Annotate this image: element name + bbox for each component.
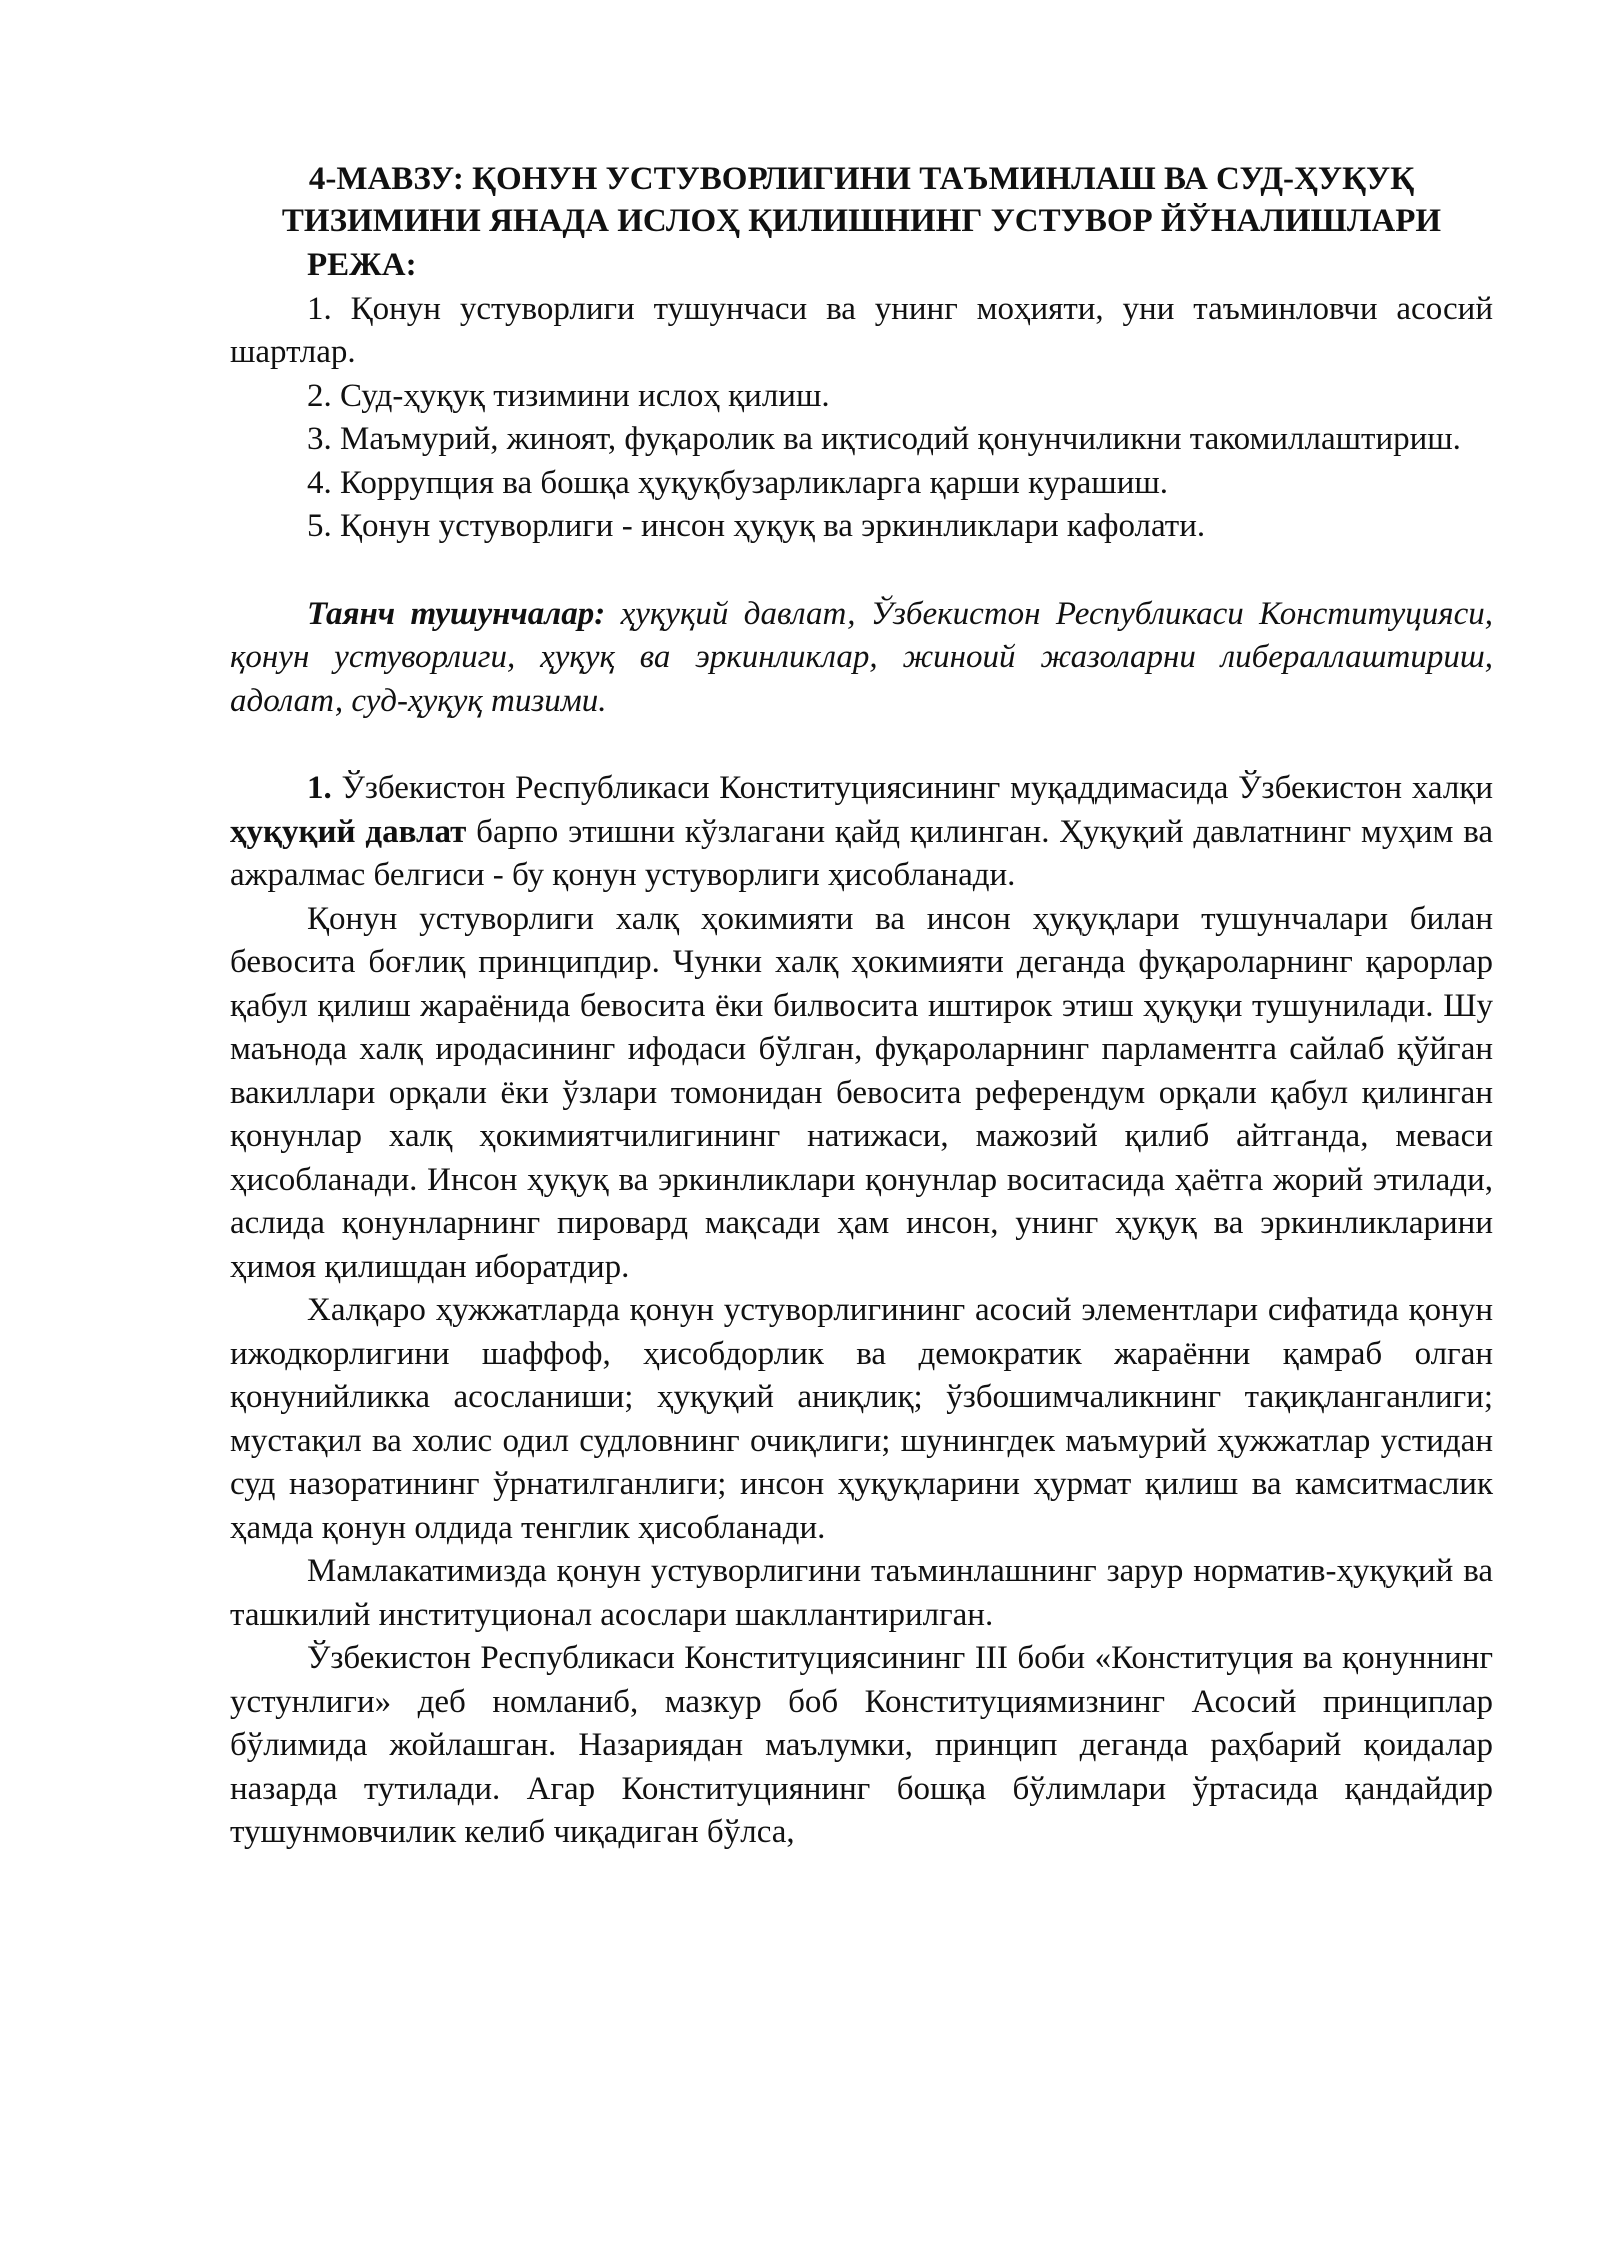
section-number: 1. [307,770,332,806]
body-paragraph-1-part-1: Ўзбекистон Республикаси Конституциясининг муқаддимасида Ўзбекистон халқи [331,770,1493,806]
body-paragraph-5: Ўзбекистон Республикаси Конституциясининг III боби «Конституция ва қонуннинг устунлиги» деб номланиб, мазкур боб Конституциямизнинг Асосий принциплар бўлимида жойлашган. Назариядан маълумки, принцип деганда раҳбарий қоидалар назарда тутилади. Агар Конституциянинг бошқа бўлимлари ўртасида қандайдир тушунмовчилик келиб чиқадиган бўлса, [230,1640,1493,1850]
body-paragraph-3: Халқаро ҳужжатларда қонун устуворлигининг асосий элементлари сифатида қонун ижодкорлигини шаффоф, ҳисобдорлик ва демократик жараённи қамраб олган қонунийликка асосланиши; ҳуқуқий аниқлиқ; ўзбошимчаликнинг тақиқланганлиги; мустақил ва холис одил судловнинг очиқлиги; шунингдек маъмурий ҳужжатлар устидан суд назоратининг ўрнатилганлиги; инсон ҳуқуқларини ҳурмат қилиш ва камситмаслик ҳамда қонун олдида тенглик ҳисобланади. [230,1292,1493,1546]
plan-item-4: 4. Коррупция ва бошқа ҳуқуқбузарликларга қарши курашиш. [307,464,1169,501]
plan-heading: РЕЖА: [307,247,417,283]
keywords-text: ҳуқуқий давлат, Ўзбекистон Республикаси Конституцияси, қонун устуворлиги, ҳуқуқ ва эркинликлар, жиноий жазоларни либераллаштириш, адолат, суд-ҳуқуқ тизими. [230,595,1493,719]
plan-item-1: 1. Қонун устуворлиги тушунчаси ва унинг моҳияти, уни таъминловчи асосий шартлар. [230,290,1493,370]
body-paragraph-1-bold-term: ҳуқуқий давлат [230,813,467,850]
body-paragraph-2: Қонун устуворлиги халқ ҳокимияти ва инсон ҳуқуқлари тушунчалари билан бевосита боғлиқ принципдир. Чунки халқ ҳокимияти деганда фуқароларнинг қарорлар қабул қилиш жараёнида бевосита ёки билвосита иштирок этиш ҳуқуқи тушунилади. Шу маънода халқ иродасининг ифодаси бўлган, фуқароларнинг парламентга сайлаб қўйган вакиллари орқали ёки ўзлари томонидан бевосита референдум орқали қабул қилинган қонунлар халқ ҳокимиятчилигининг натижаси, мажозий қилиб айтганда, меваси ҳисобланади. Инсон ҳуқуқ ва эркинликлари қонунлар воситасида ҳаётга жорий этилади, аслида қонунларнинг пировард мақсади ҳам инсон, унинг ҳуқуқ ва эркинликларини ҳимоя қилишдан иборатдир. [230,900,1493,1285]
plan-item-5: 5. Қонун устуворлиги - инсон ҳуқуқ ва эркинликлари кафолати. [307,508,1206,544]
plan-item-3: 3. Маъмурий, жиноят, фуқаролик ва иқтисодий қонунчиликни такомиллаштириш. [307,421,1461,457]
keywords-label: Таянч тушунчалар: [307,595,606,632]
document-page [230,158,1493,1855]
body-paragraph-4: Мамлакатимизда қонун устуворлигини таъминлашнинг зарур норматив-ҳуқуқий ва ташкилий институционал асослари шакллантирилган. [230,1553,1493,1633]
keywords-paragraph [230,593,1493,724]
body-paragraph-1 [230,767,1493,898]
page-title: 4-МАВЗУ: ҚОНУН УСТУВОРЛИГИНИ ТАЪМИНЛАШ ВА СУД-ҲУҚУҚ ТИЗИМИНИ ЯНАДА ИСЛОҲ ҚИЛИШНИНГ УСТУВОР ЙЎНАЛИШЛАРИ [281,161,1442,239]
body-paragraph-1-part-2: барпо этишни кўзлагани қайд қилинган. Ҳуқуқий давлатнинг муҳим ва ажралмас белгиси - бу қонун устуворлиги ҳисобланади. [230,813,1493,893]
plan-list [230,288,1493,549]
plan-item-2: 2. Суд-ҳуқуқ тизимини ислоҳ қилиш. [307,377,830,414]
